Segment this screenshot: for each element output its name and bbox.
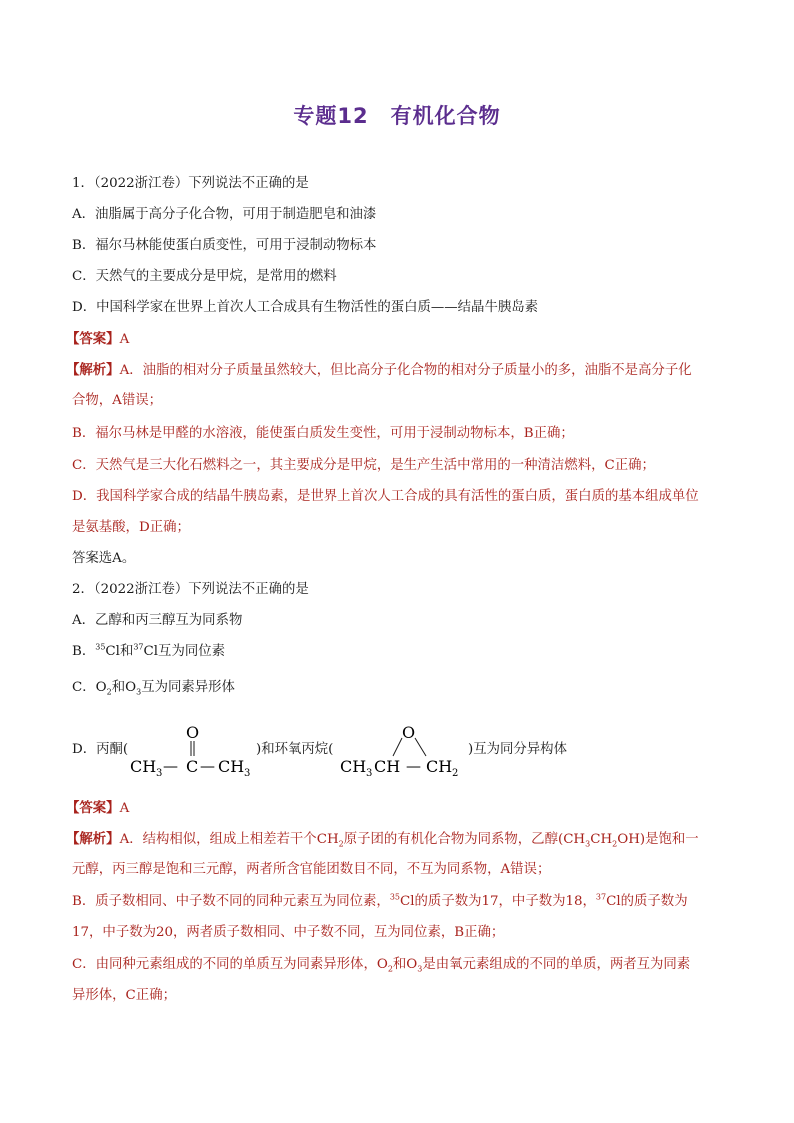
q2-option-d-mid: )和环氧丙烷( [256,742,334,757]
q2-b-mass-35: 35 [95,642,106,652]
acetone-structure [128,722,254,778]
q1-analysis-line-4: C．天然气是三大化石燃料之一，其主要成分是甲烷，是生产生活中常用的一种清洁燃料，C正确； [72,458,655,473]
q1-analysis-line-5: D．我国科学家合成的结晶牛胰岛素，是世界上首次人工合成的具有活性的蛋白质，蛋白质的基本组成单位 [72,489,699,504]
epoxypropane-structure [338,722,470,778]
q1-option-b: B．福尔马林能使蛋白质变性，可用于浸制动物标本 [72,238,377,253]
title-name: 有机化合物 [390,104,501,128]
q2-option-d-prefix: D．丙酮( [72,742,129,757]
q2-ana5-c: 是由氧元素组成的不同的单质，两者互为同素 [422,957,691,972]
q2-c-suffix: 互为同素异形体 [141,680,235,695]
q2-ana1-b: 原子团的有机化合物为同系物，乙醇(CH [343,832,586,847]
epoxy-right-sub: 2 [452,768,459,778]
epoxy-left-ch: CH [340,757,367,776]
q2-ana3-mass-37: 37 [595,892,607,902]
q2-b-mass-37: 37 [133,642,144,652]
acetone-oxygen: O [186,723,200,742]
q2-ana5-a: C．由同种元素组成的不同的单质互为同素异形体，O [72,957,388,972]
epoxy-bond-o-ch [393,738,402,756]
q2-ana3-b: Cl的质子数为17，中子数为18， [400,894,596,909]
q2-ana5-sub-1: 2 [387,964,393,974]
page-title [0,100,794,130]
q2-ana1-sub3: 2 [612,839,618,849]
q1-analysis-text-1: A．油脂的相对分子质量虽然较大，但比高分子化合物的相对分子质量小的多，油脂不是高分子化 [119,363,692,378]
epoxy-oxygen: O [402,723,416,742]
q1-option-d: D．中国科学家在世界上首次人工合成具有生物活性的蛋白质——结晶牛胰岛素 [72,300,539,315]
q1-analysis-line-1 [66,360,726,381]
q2-answer-value: A [119,801,130,816]
q2-ana3-c: Cl的质子数为 [606,894,688,909]
q2-ana1-d: OH)是饱和一 [617,832,699,847]
q2-option-a: A．乙醇和丙三醇互为同系物 [72,613,243,628]
q2-ana5-b: 和O [392,957,418,972]
acetone-left-sub: 3 [156,768,163,778]
q2-b-element-2: Cl互为同位素 [143,644,226,659]
q2-c-sub-2: 3 [136,687,142,697]
title-number: 12 [337,104,369,128]
q2-analysis-line-1 [66,829,726,850]
q1-stem: 1．（2022浙江卷）下列说法不正确的是 [72,176,309,191]
epoxy-bond-o-ch2 [415,738,426,756]
q2-c-mid: 和O [111,680,137,695]
q1-analysis-line-6: 是氨基酸，D正确； [72,520,190,535]
acetone-carbon: C [186,757,199,776]
q1-analysis-tag: 【解析】 [66,362,120,378]
acetone-right-ch: CH [218,757,245,776]
q1-answer [66,329,726,350]
q2-ana3-a: B．质子数相同、中子数不同的同种元素互为同位素， [72,894,390,909]
q2-option-d-suffix: )互为同分异构体 [468,742,567,757]
acetone-left-ch: CH [130,757,157,776]
q2-b-prefix: B． [72,644,96,659]
epoxy-right-ch: CH [426,757,453,776]
q2-ana1-a: A．结构相似，组成上相差若干个CH [119,832,339,847]
q2-answer [66,798,726,819]
q2-ana5-sub-2: 3 [417,964,423,974]
q1-answer-value: A [119,332,130,347]
q2-analysis-line-4: 17，中子数为20，两者质子数相同、中子数不同，互为同位素，B正确； [72,925,505,940]
title-prefix: 专题 [293,104,338,128]
q1-option-c: C．天然气的主要成分是甲烷，是常用的燃料 [72,269,337,284]
q2-ana1-c: CH [590,832,613,847]
q2-ana1-sub2: 3 [585,839,591,849]
q1-option-a: A．油脂属于高分子化合物，可用于制造肥皂和油漆 [72,207,377,222]
q2-stem: 2．（2022浙江卷）下列说法不正确的是 [72,582,309,597]
acetone-bond-left: — [163,757,178,775]
epoxy-bond: — [406,757,421,775]
epoxy-left-sub: 3 [366,768,373,778]
q2-analysis-line-2: 元醇，丙三醇是饱和三元醇，两者所含官能团数目不同，不互为同系物，A错误； [72,862,551,877]
q2-analysis-tag: 【解析】 [66,831,120,847]
q1-analysis-line-2: 合物，A错误； [72,393,163,408]
acetone-structure-svg [128,722,254,778]
q2-b-element-1: Cl和 [105,644,134,659]
q2-ana1-sub: 2 [338,839,344,849]
q2-option-b [72,642,732,662]
epoxy-ch: CH [374,757,401,776]
q1-answer-tag: 【答案】 [66,331,120,347]
epoxypropane-structure-svg [338,722,470,778]
q2-option-c [72,678,732,698]
q2-c-prefix: C．O [72,680,107,695]
q2-analysis-line-6: 异形体，C正确； [72,988,176,1003]
acetone-right-sub: 3 [244,768,251,778]
q2-c-sub-1: 2 [106,687,112,697]
q1-analysis-line-3: B．福尔马林是甲醛的水溶液，能使蛋白质发生变性，可用于浸制动物标本，B正确； [72,426,574,441]
acetone-bond-right: — [200,757,215,775]
q2-analysis-line-5 [72,955,732,975]
q2-ana3-mass-35: 35 [389,892,401,902]
q2-analysis-line-3 [72,892,732,912]
q2-answer-tag: 【答案】 [66,800,120,816]
q1-conclusion: 答案选A。 [72,551,136,566]
